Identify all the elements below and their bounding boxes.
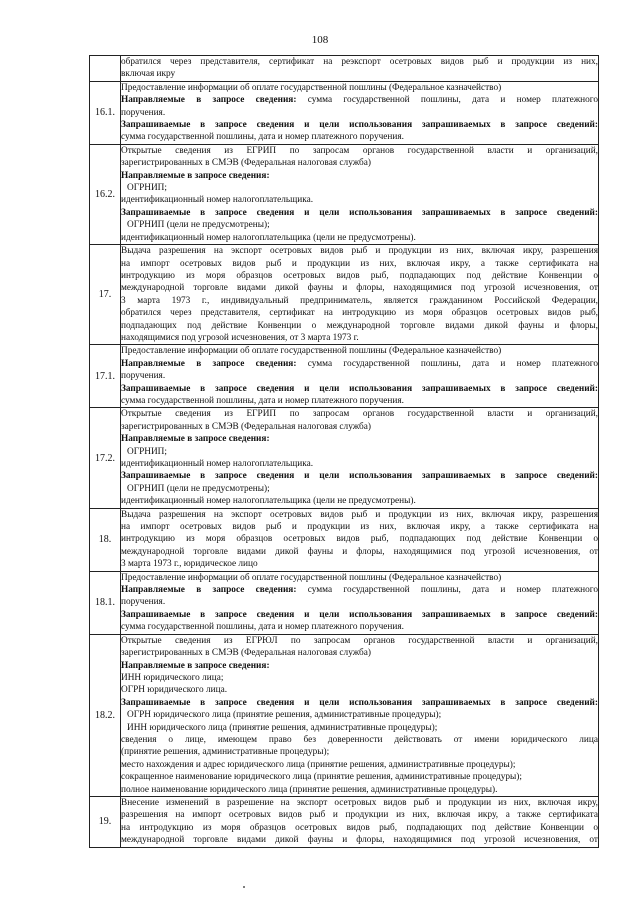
text-line: на интродукцию из моря образцов осетровых видов рыб, подпадающих под действие Конвенции о xyxy=(121,822,598,833)
scan-dot xyxy=(243,886,245,888)
text-line: Запрашиваемые в запросе сведения и цели использования запрашиваемых в запросе сведений: xyxy=(121,383,598,394)
text-line: Запрашиваемые в запросе сведения и цели использования запрашиваемых в запросе сведений: xyxy=(121,609,598,620)
row-content xyxy=(121,634,599,796)
text-line: находящимися под угрозой исчезновения, от 3 марта 1973 г. xyxy=(121,332,359,343)
text-line: ОГРНИП; xyxy=(127,183,167,194)
table-row xyxy=(90,345,599,408)
text-line: на импорт осетровых видов рыб и продукции из них, включая икру, а также сертификата на xyxy=(121,258,598,269)
row-number: 18. xyxy=(90,508,121,571)
row-content xyxy=(121,408,599,508)
text-line: Открытые сведения из ЕГРИП по запросам органов государственной власти и организаций, xyxy=(121,145,598,156)
text-line: ИНН юридического лица; xyxy=(121,672,224,683)
table-row xyxy=(90,144,599,244)
text-line: поручения. xyxy=(121,371,166,382)
text-line: Открытые сведения из ЕГРЮЛ по запросам органов государственной власти и организаций, xyxy=(121,635,598,646)
row-content xyxy=(121,56,599,82)
table-row xyxy=(90,571,599,634)
text-line: Направляемые в запросе сведения: xyxy=(121,170,270,181)
text-line: Направляемые в запросе сведения: xyxy=(121,434,270,445)
row-content xyxy=(121,81,599,144)
text-line: идентификационный номер налогоплательщика (цели не предусмотрены). xyxy=(121,496,416,507)
text-line: поручения. xyxy=(121,107,166,118)
table-row xyxy=(90,245,599,345)
text-line xyxy=(121,94,598,106)
row-number: 17. xyxy=(90,245,121,345)
text-line: зарегистрированных в СМЭВ (Федеральная налоговая служба) xyxy=(121,648,371,659)
text-line: 3 марта 1973 г., индивидуальный предприниматель, является гражданином Российской Федерации, xyxy=(121,295,598,306)
text-line: идентификационный номер налогоплательщика. xyxy=(121,459,314,469)
table-body xyxy=(90,56,599,848)
text-line: 3 марта 1973 г., юридическое лицо xyxy=(121,559,258,570)
line-rest: сумма государственной пошлины, дата и номер платежного xyxy=(296,585,598,596)
text-line: интродукцию из моря образцов осетровых видов рыб, подпадающих под действие Конвенции о xyxy=(121,270,598,281)
text-line: Запрашиваемые в запросе сведения и цели использования запрашиваемых в запросе сведений: xyxy=(121,697,598,708)
text-line: Направляемые в запросе сведения: xyxy=(121,660,270,671)
text-line: интродукцию из моря образцов осетровых видов рыб, подпадающих под действие Конвенции о xyxy=(121,534,598,545)
text-line: Внесение изменений в разрешение на экспорт осетровых видов рыб и продукции из них, включая икру, xyxy=(121,797,598,808)
text-line: Запрашиваемые в запросе сведения и цели использования запрашиваемых в запросе сведений: xyxy=(121,471,598,482)
text-line: зарегистрированных в СМЭВ (Федеральная налоговая служба) xyxy=(121,421,371,432)
bold-prefix: Направляемые в запросе сведения: xyxy=(121,358,297,369)
table-row xyxy=(90,796,599,847)
text-line: сумма государственной пошлины, дата и номер платежного поручения. xyxy=(121,622,404,633)
table-row xyxy=(90,81,599,144)
text-line: международной торговле видами дикой фауны и флоры, находящимися под угрозой исчезновения, от xyxy=(121,283,598,294)
text-line: разрешения на импорт осетровых видов рыб и продукции из них, включая икру, а также сертификата xyxy=(121,810,598,821)
text-line: обратился через представителя, сертификат на реэкспорт осетровых видов рыб и продукции из них, xyxy=(121,57,598,67)
row-number: 17.1. xyxy=(90,345,121,408)
text-line: сведения о лице, имеющем право без доверенности действовать от имени юридического лица xyxy=(121,734,598,745)
text-line: полное наименование юридического лица (принятие решения, административные процедуры). xyxy=(121,784,498,795)
row-number xyxy=(90,56,121,82)
table-row xyxy=(90,508,599,571)
text-line xyxy=(121,358,598,370)
text-line: (принятие решения, административные процедуры); xyxy=(121,747,330,758)
text-line: ИНН юридического лица (принятие решения, административные процедуры); xyxy=(127,722,438,733)
table-row xyxy=(90,634,599,796)
line-rest: сумма государственной пошлины, дата и номер платежного xyxy=(296,358,598,369)
row-number: 18.1. xyxy=(90,571,121,634)
row-content xyxy=(121,796,599,847)
row-number: 17.2. xyxy=(90,408,121,508)
row-number: 16.2. xyxy=(90,144,121,244)
row-content xyxy=(121,508,599,571)
text-line: поручения. xyxy=(121,597,166,608)
text-line: зарегистрированных в СМЭВ (Федеральная налоговая служба) xyxy=(121,158,371,169)
text-line: Запрашиваемые в запросе сведения и цели использования запрашиваемых в запросе сведений: xyxy=(121,207,598,218)
text-line: сокращенное наименование юридического лица (принятие решения, административные процедуры); xyxy=(121,772,522,783)
row-number: 19. xyxy=(90,796,121,847)
table-row xyxy=(90,56,599,82)
row-content xyxy=(121,345,599,408)
bold-prefix: Направляемые в запросе сведения: xyxy=(121,95,297,106)
text-line: Выдача разрешения на экспорт осетровых видов рыб и продукции из них, включая икру, разрешения xyxy=(121,509,598,520)
line-rest: сумма государственной пошлины, дата и номер платежного xyxy=(296,95,598,106)
text-line: идентификационный номер налогоплательщика (цели не предусмотрены). xyxy=(121,232,416,243)
text-line: Открытые сведения из ЕГРИП по запросам органов государственной власти и организаций, xyxy=(121,409,598,420)
text-line xyxy=(121,584,598,596)
text-line: Предоставление информации об оплате государственной пошлины (Федеральное казначейство) xyxy=(121,346,502,357)
text-line: место нахождения и адрес юридического лица (принятие решения, административные процедуры); xyxy=(121,759,516,770)
table-row xyxy=(90,408,599,508)
text-line: ОГРН юридического лица. xyxy=(121,685,228,696)
text-line: Предоставление информации об оплате государственной пошлины (Федеральное казначейство) xyxy=(121,572,502,583)
text-line: идентификационный номер налогоплательщика. xyxy=(121,195,314,206)
text-line: Выдача разрешения на экспорт осетровых видов рыб и продукции из них, включая икру, разрешения xyxy=(121,246,598,257)
row-number: 16.1. xyxy=(90,81,121,144)
text-line: на импорт осетровых видов рыб и продукции из них, включая икру, а также сертификата на xyxy=(121,522,598,533)
row-number: 18.2. xyxy=(90,634,121,796)
text-line: ОГРНИП (цели не предусмотрены); xyxy=(127,483,270,494)
document-table xyxy=(89,55,599,848)
text-line: подпадающих под действие Конвенции о международной торговле видами дикой фауны и флоры, xyxy=(121,320,598,331)
text-line: Предоставление информации об оплате государственной пошлины (Федеральное казначейство) xyxy=(121,82,502,93)
text-line: сумма государственной пошлины, дата и номер платежного поручения. xyxy=(121,132,404,143)
text-line: Запрашиваемые в запросе сведения и цели использования запрашиваемых в запросе сведений: xyxy=(121,120,598,131)
text-line: ОГРНИП; xyxy=(127,446,167,457)
row-content xyxy=(121,571,599,634)
text-line: обратился через представителя, сертификат на интродукцию из моря образцов осетровых видов рыб, xyxy=(121,308,598,319)
text-line: сумма государственной пошлины, дата и номер платежного поручения. xyxy=(121,395,404,406)
text-line: ОГРН юридического лица (принятие решения, административные процедуры); xyxy=(127,710,442,721)
text-line: международной торговле видами дикой фауны и флоры, находящимися под угрозой исчезновения, от xyxy=(121,835,598,846)
row-content xyxy=(121,245,599,345)
page-number: 108 xyxy=(311,34,329,46)
text-line: ОГРНИП (цели не предусмотрены); xyxy=(127,220,270,231)
text-line: международной торговле видами дикой фауны и флоры, находящимися под угрозой исчезновения, от xyxy=(121,546,598,557)
text-line: включая икру xyxy=(121,69,176,80)
row-content xyxy=(121,144,599,244)
bold-prefix: Направляемые в запросе сведения: xyxy=(121,585,297,596)
